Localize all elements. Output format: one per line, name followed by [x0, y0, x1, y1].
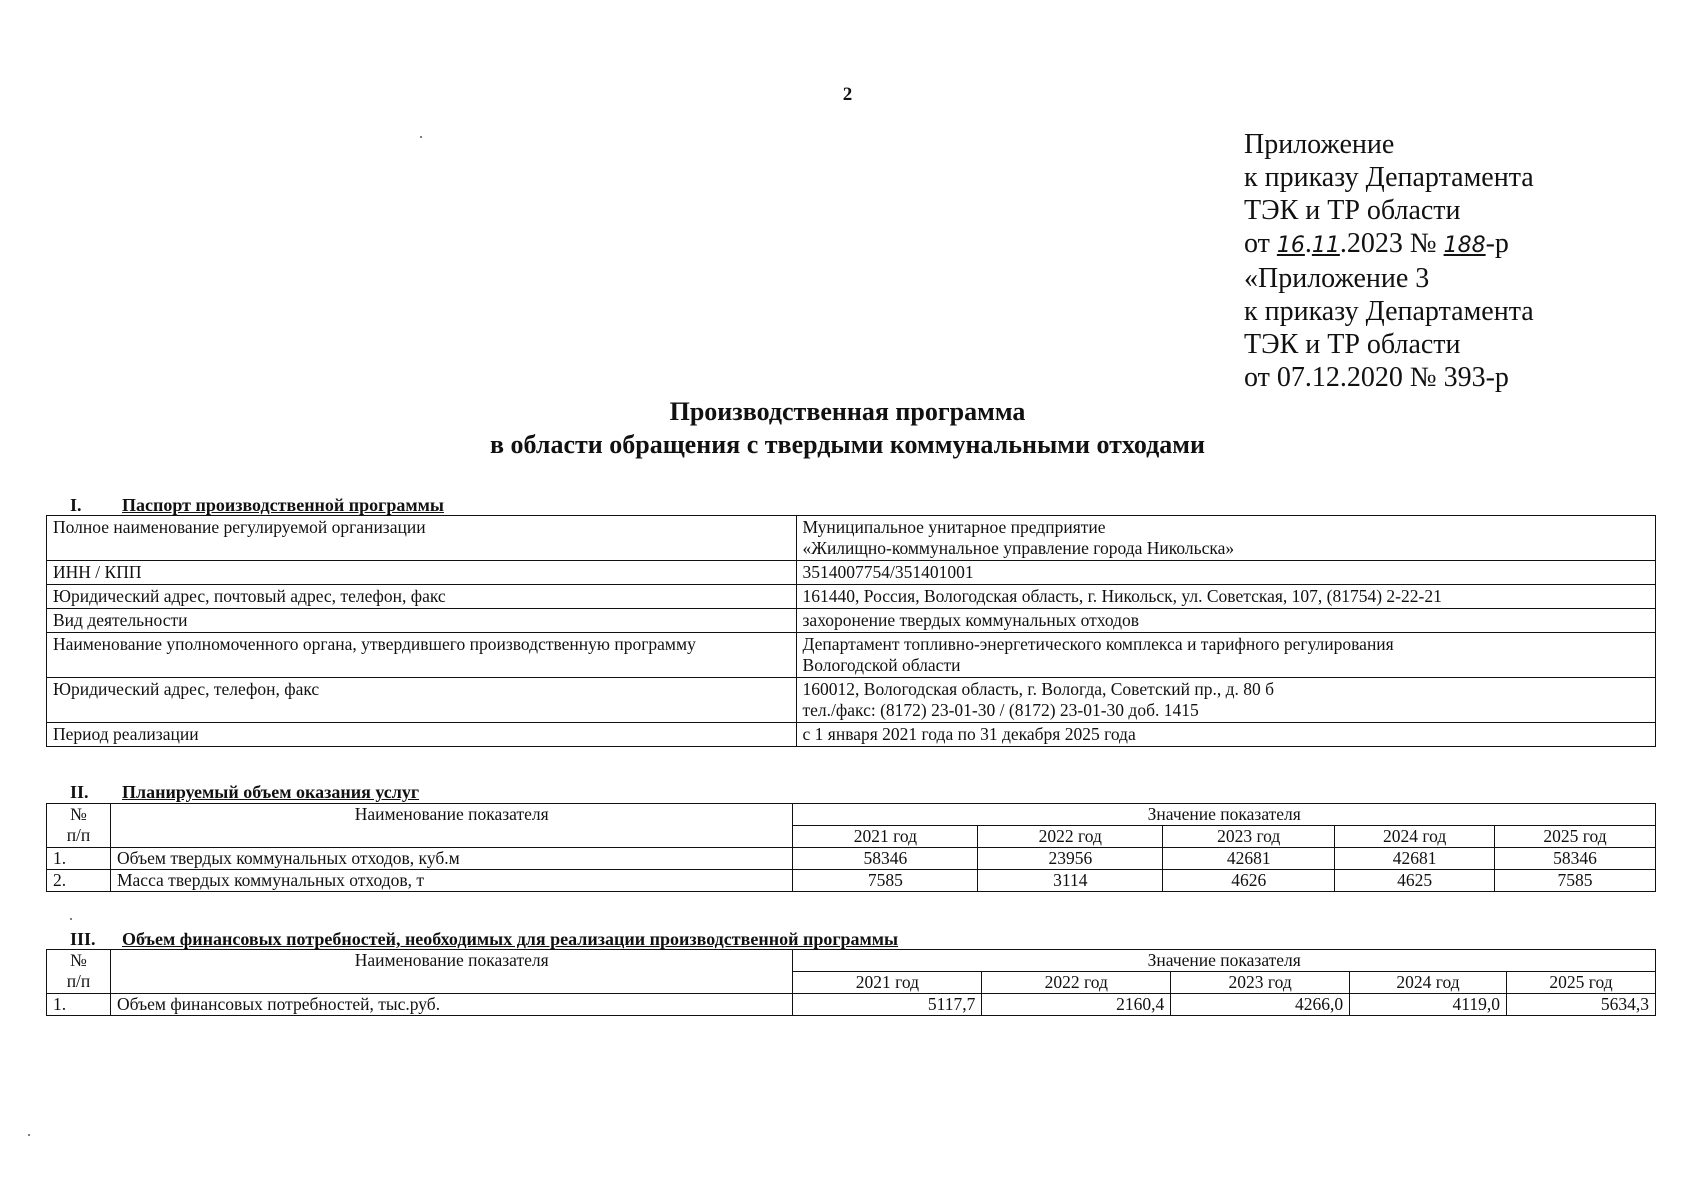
row-value: 2160,4	[982, 994, 1171, 1016]
column-header-year: 2021 год	[793, 972, 982, 994]
row-value: 42681	[1335, 848, 1495, 870]
appendix-line: «Приложение 3	[1244, 263, 1430, 294]
row-number: 2.	[47, 870, 111, 892]
table-row	[47, 585, 1656, 609]
column-header-number-line: п/п	[66, 971, 91, 991]
order-dot: .	[1304, 228, 1312, 259]
passport-value: 161440, Россия, Вологодская область, г. Никольск, ул. Советская, 107, (81754) 2-22-21	[802, 586, 1442, 606]
finance-table	[46, 949, 1656, 1016]
passport-value: тел./факс: (8172) 23-01-30 / (8172) 23-01-30 доб. 1415	[802, 700, 1199, 720]
column-header-year: 2023 год	[1171, 972, 1350, 994]
passport-table	[46, 515, 1656, 747]
passport-value-cell	[796, 585, 1655, 609]
column-header-value: Значение показателя	[793, 804, 1656, 826]
row-value: 23956	[978, 848, 1163, 870]
column-header-year: 2024 год	[1350, 972, 1507, 994]
column-header-year: 2023 год	[1163, 826, 1335, 848]
table-row	[47, 633, 1656, 678]
passport-label-cell	[47, 678, 797, 723]
row-indicator-name: Объем финансовых потребностей, тыс.руб.	[110, 994, 793, 1016]
section-number: I.	[70, 495, 82, 515]
table-row	[47, 994, 1656, 1016]
order-suffix: -р	[1485, 228, 1509, 259]
appendix-line: ТЭК и ТР области	[1244, 329, 1461, 360]
passport-label: Полное наименование регулируемой организации	[53, 517, 426, 537]
appendix-line: ТЭК и ТР области	[1244, 195, 1461, 226]
appendix-order-line	[1244, 227, 1534, 262]
table-row	[47, 848, 1656, 870]
appendix-line: Приложение	[1244, 129, 1395, 160]
passport-value: Вологодской области	[802, 655, 961, 675]
passport-value: 160012, Вологодская область, г. Вологда, Советский пр., д. 80 б	[802, 679, 1275, 699]
appendix-line: от 07.12.2020 № 393-р	[1244, 362, 1509, 393]
passport-label-cell	[47, 516, 797, 561]
table-header-row	[47, 804, 1656, 826]
passport-label: Период реализации	[53, 724, 199, 744]
document-title-line: в области обращения с твердыми коммунальными отходами	[489, 430, 1205, 459]
section-heading-passport	[70, 495, 444, 516]
order-day-handwritten: 16	[1276, 233, 1305, 258]
column-header-value: Значение показателя	[793, 950, 1656, 972]
column-header-number	[47, 950, 111, 994]
column-header-number-line: №	[70, 804, 87, 824]
row-value: 58346	[1495, 848, 1656, 870]
passport-value-cell	[796, 516, 1655, 561]
passport-value: Департамент топливно-энергетического комплекса и тарифного регулирования	[802, 634, 1394, 654]
row-value: 4119,0	[1350, 994, 1507, 1016]
section-number: II.	[70, 782, 89, 802]
column-header-year: 2022 год	[982, 972, 1171, 994]
appendix-block	[1244, 128, 1534, 394]
row-value: 5117,7	[793, 994, 982, 1016]
passport-value-cell	[796, 609, 1655, 633]
row-number: 1.	[47, 994, 111, 1016]
section-title: Планируемый объем оказания услуг	[122, 782, 420, 802]
column-header-number	[47, 804, 111, 848]
passport-label: ИНН / КПП	[53, 562, 142, 582]
row-value: 7585	[793, 870, 978, 892]
column-header-name: Наименование показателя	[110, 804, 793, 848]
row-value: 42681	[1163, 848, 1335, 870]
order-number-handwritten: 188	[1443, 233, 1486, 258]
passport-value-cell	[796, 633, 1655, 678]
column-header-number-line: п/п	[66, 825, 91, 845]
passport-label: Юридический адрес, почтовый адрес, телефон, факс	[53, 586, 446, 606]
passport-value: захоронение твердых коммунальных отходов	[802, 610, 1140, 630]
passport-label-cell	[47, 585, 797, 609]
passport-value-cell	[796, 561, 1655, 585]
section-heading-finance	[70, 929, 898, 950]
row-value: 4625	[1335, 870, 1495, 892]
scan-speck	[70, 918, 72, 920]
row-value: 4266,0	[1171, 994, 1350, 1016]
section-heading-volume	[70, 782, 419, 803]
appendix-line: к приказу Департамента	[1244, 296, 1534, 327]
passport-value: Муниципальное унитарное предприятие	[802, 517, 1106, 537]
column-header-name: Наименование показателя	[110, 950, 793, 994]
column-header-year: 2021 год	[793, 826, 978, 848]
column-header-year: 2024 год	[1335, 826, 1495, 848]
table-row	[47, 723, 1656, 747]
passport-value-cell	[796, 678, 1655, 723]
page-number: 2	[842, 84, 853, 105]
column-header-year: 2022 год	[978, 826, 1163, 848]
scan-speck	[28, 1134, 30, 1136]
document-title-line: Производственная программа	[669, 397, 1026, 426]
row-value: 5634,3	[1507, 994, 1656, 1016]
appendix-line: к приказу Департамента	[1244, 162, 1534, 193]
passport-value: с 1 января 2021 года по 31 декабря 2025 года	[802, 724, 1136, 744]
table-row	[47, 516, 1656, 561]
volume-table	[46, 803, 1656, 892]
passport-label-cell	[47, 633, 797, 678]
row-number: 1.	[47, 848, 111, 870]
scan-speck	[420, 136, 422, 138]
passport-label-cell	[47, 561, 797, 585]
row-value: 4626	[1163, 870, 1335, 892]
row-value: 7585	[1495, 870, 1656, 892]
document-title	[0, 395, 1695, 461]
row-indicator-name: Объем твердых коммунальных отходов, куб.м	[110, 848, 793, 870]
table-row	[47, 678, 1656, 723]
table-row	[47, 561, 1656, 585]
table-row	[47, 870, 1656, 892]
table-header-row	[47, 950, 1656, 972]
passport-label-cell	[47, 723, 797, 747]
table-row	[47, 609, 1656, 633]
row-indicator-name: Масса твердых коммунальных отходов, т	[110, 870, 793, 892]
order-month-handwritten: 11	[1311, 233, 1340, 258]
passport-value-cell	[796, 723, 1655, 747]
section-title: Объем финансовых потребностей, необходимых для реализации производственной программы	[122, 929, 899, 949]
column-header-year: 2025 год	[1507, 972, 1656, 994]
passport-label: Вид деятельности	[53, 610, 188, 630]
section-number: III.	[70, 929, 96, 949]
passport-label-cell	[47, 609, 797, 633]
passport-label: Наименование уполномоченного органа, утвердившего производственную программу	[53, 634, 696, 654]
passport-value: 3514007754/351401001	[802, 562, 974, 582]
order-year: .2023 №	[1339, 228, 1444, 259]
passport-value: «Жилищно-коммунальное управление города Никольска»	[802, 538, 1235, 558]
column-header-number-line: №	[70, 950, 87, 970]
order-prefix: от	[1244, 228, 1277, 259]
row-value: 58346	[793, 848, 978, 870]
column-header-year: 2025 год	[1495, 826, 1656, 848]
section-title: Паспорт производственной программы	[122, 495, 444, 515]
passport-label: Юридический адрес, телефон, факс	[53, 679, 320, 699]
row-value: 3114	[978, 870, 1163, 892]
